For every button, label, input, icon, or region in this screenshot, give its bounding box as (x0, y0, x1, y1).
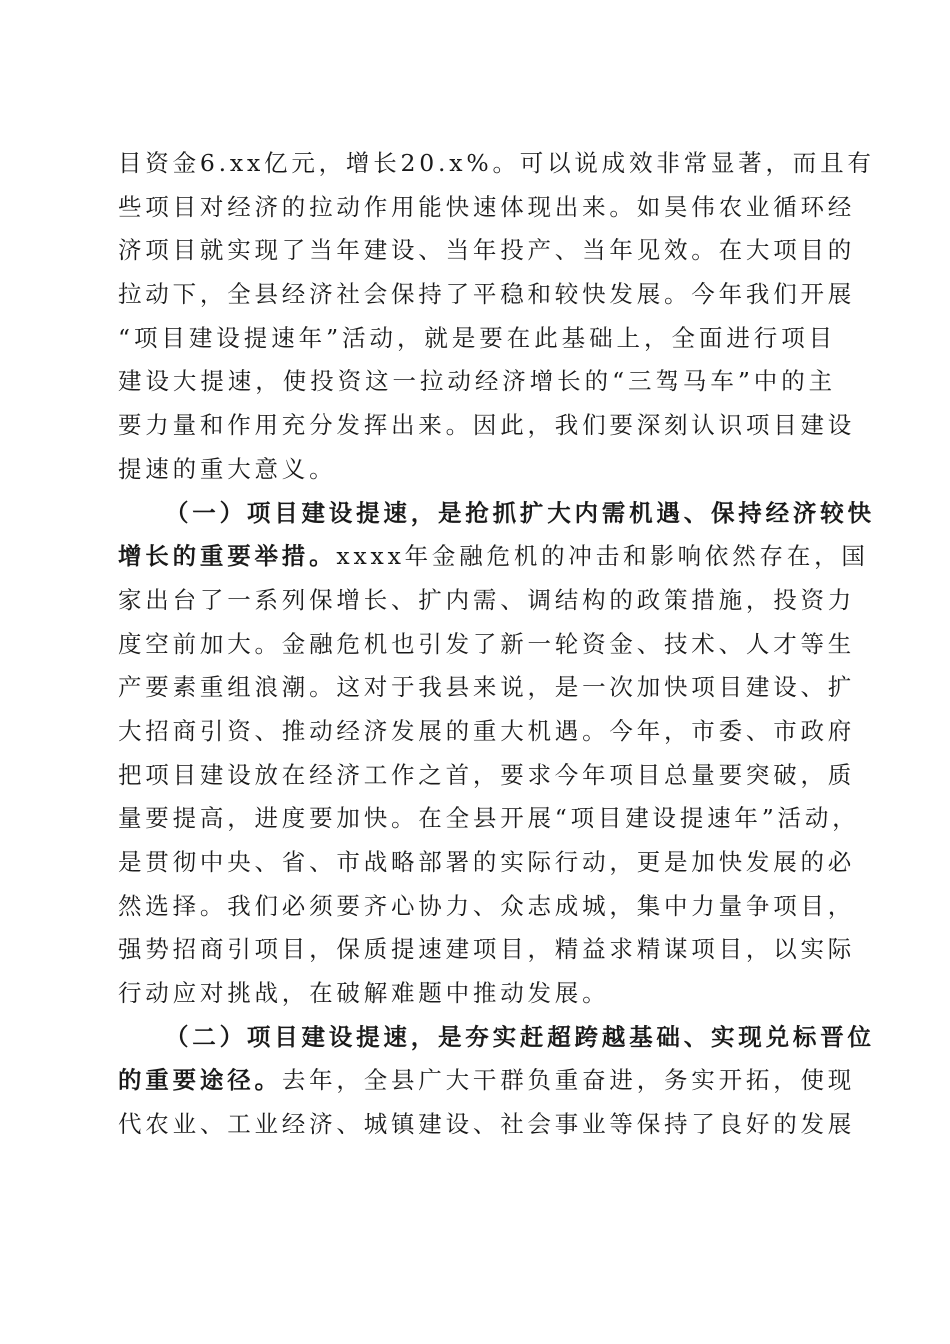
section-heading-end: 增长的重要举措。 (118, 542, 337, 571)
text-line: 些项目对经济的拉动作用能快速体现出来。如昊伟农业循环经 (118, 192, 856, 221)
text-line: 目资金6.xx亿元，增长20.x%。可以说成效非常显著，而且有 (118, 149, 875, 177)
text-line: 产要素重组浪潮。这对于我县来说，是一次加快项目建设、扩 (118, 673, 856, 702)
paragraph-intro (118, 142, 875, 492)
text-line: 济项目就实现了当年建设、当年投产、当年见效。在大项目的 (118, 236, 856, 265)
text-span: 去年，全县广大干群负重奋进，务实开拓，使现 (281, 1066, 856, 1095)
text-line: 代农业、工业经济、城镇建设、社会事业等保持了良好的发展 (118, 1110, 856, 1139)
paragraph-section-two (118, 1016, 875, 1147)
text-line (118, 1059, 856, 1103)
document-body (118, 142, 875, 1147)
text-span: xxxx年金融危机的冲击和影响依然存在，国 (336, 542, 869, 571)
section-heading: （一）项目建设提速，是抢抓扩大内需机遇、保持经济较快 (165, 498, 875, 527)
text-line: 拉动下，全县经济社会保持了平稳和较快发展。今年我们开展 (118, 280, 856, 309)
text-line: 是贯彻中央、省、市战略部署的实际行动，更是加快发展的必 (118, 848, 856, 876)
text-line (118, 535, 869, 579)
text-line: 然选择。我们必须要齐心协力、众志成城，集中力量争项目， (118, 891, 856, 920)
text-line: 要力量和作用充分发挥出来。因此，我们要深刻认识项目建设 (118, 411, 856, 440)
section-heading: （二）项目建设提速，是夯实赶超跨越基础、实现兑标晋位 (165, 1022, 875, 1051)
text-line: 建设大提速，使投资这一拉动经济增长的“三驾马车”中的主 (118, 367, 836, 396)
text-line: 提速的重大意义。 (118, 454, 337, 483)
text-line: 强势招商引项目，保质提速建项目，精益求精谋项目，以实际 (118, 935, 856, 964)
text-line: 把项目建设放在经济工作之首，要求今年项目总量要突破，质 (118, 760, 856, 789)
text-line: “项目建设提速年”活动，就是要在此基础上，全面进行项目 (118, 323, 836, 352)
text-line: 量要提高，进度要加快。在全县开展“项目建设提速年”活动， (118, 804, 860, 833)
paragraph-section-one (118, 492, 875, 1016)
text-line: 大招商引资、推动经济发展的重大机遇。今年，市委、市政府 (118, 716, 856, 745)
text-line: 家出台了一系列保增长、扩内需、调结构的政策措施，投资力 (118, 585, 856, 614)
text-line: 行动应对挑战，在破解难题中推动发展。 (118, 979, 610, 1008)
text-line: 度空前加大。金融危机也引发了新一轮资金、技术、人才等生 (118, 629, 856, 658)
section-heading-end: 的重要途径。 (118, 1066, 282, 1095)
